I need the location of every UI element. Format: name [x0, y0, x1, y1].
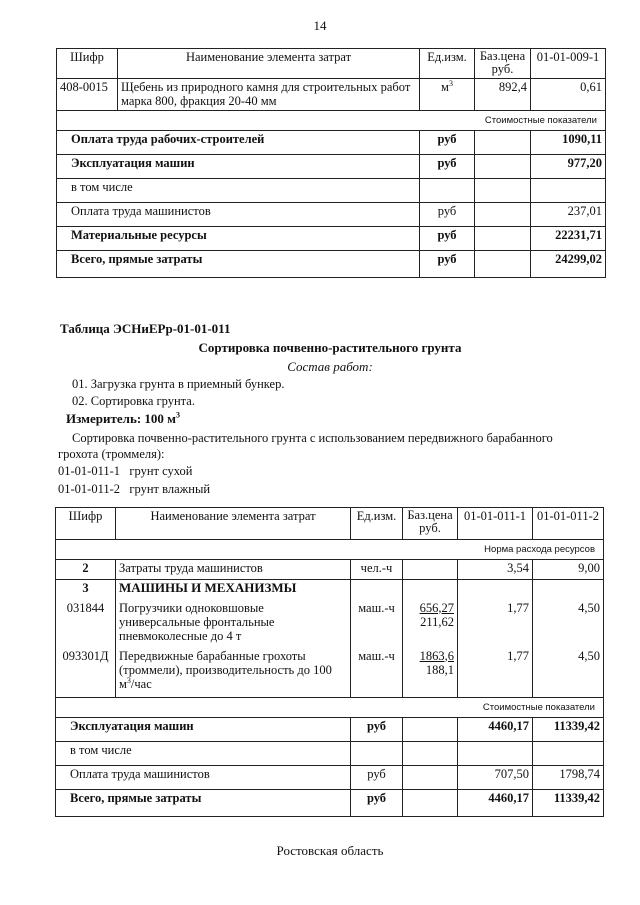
- summary-empty: [403, 790, 458, 817]
- summary-label: Материальные ресурсы: [57, 227, 420, 251]
- row-value-2: 9,00: [533, 560, 604, 580]
- summary-unit: руб: [420, 203, 475, 227]
- summary-value-1: 707,50: [458, 766, 533, 790]
- row-name-line: м: [119, 676, 127, 691]
- row-code: 408-0015: [57, 79, 118, 111]
- summary-value: 977,20: [531, 155, 606, 179]
- row-price: [403, 648, 458, 698]
- summary-row: [57, 203, 606, 227]
- table-row: [57, 79, 606, 111]
- summary-value-2: 1798,74: [533, 766, 604, 790]
- row-price: [403, 600, 458, 648]
- summary-row: [57, 251, 606, 278]
- cost-table-1: [56, 48, 606, 278]
- section-label-row: [56, 698, 604, 718]
- section-subtitle: Сортировка почвенно-растительного грунта: [198, 340, 462, 355]
- cost-table-2: [55, 507, 604, 817]
- row-value-1: 3,54: [458, 560, 533, 580]
- summary-unit: [420, 179, 475, 203]
- measure-text: Измеритель: 100 м: [66, 411, 177, 426]
- summary-empty: [403, 766, 458, 790]
- row-name: Затраты труда машинистов: [116, 560, 351, 580]
- row-value-2: 4,50: [533, 648, 604, 698]
- summary-label: Эксплуатация машин: [56, 718, 351, 742]
- summary-empty: [475, 131, 531, 155]
- table1-header-row: [57, 49, 606, 79]
- variant-item: [58, 464, 193, 479]
- unit-sup: 3: [448, 78, 453, 88]
- measure-sup: 3: [176, 410, 181, 420]
- summary-row: [56, 742, 604, 766]
- summary-row: [56, 718, 604, 742]
- row-name: МАШИНЫ И МЕХАНИЗМЫ: [116, 580, 351, 600]
- row-name-line: Передвижные барабанные грохоты: [119, 648, 306, 663]
- summary-row: [56, 766, 604, 790]
- page-number: 14: [313, 18, 327, 33]
- summary-value-1: 4460,17: [458, 718, 533, 742]
- price-bottom: 188,1: [425, 662, 454, 677]
- summary-unit: руб: [420, 131, 475, 155]
- row-value-2: 4,50: [533, 600, 604, 648]
- row-code: 093301Д: [56, 648, 116, 698]
- summary-label: Всего, прямые затраты: [57, 251, 420, 278]
- row-price: [403, 580, 458, 600]
- description-line1: Сортировка почвенно-растительного грунта с использованием передвижного барабанного: [72, 431, 553, 445]
- summary-empty: [475, 227, 531, 251]
- row-unit: чел.-ч: [351, 560, 403, 580]
- summary-value: 22231,71: [531, 227, 606, 251]
- row-name-line: пневмоколесные до 4 т: [119, 628, 242, 643]
- header-unit: Ед.изм.: [420, 49, 475, 79]
- row-code: 2: [56, 560, 116, 580]
- table2-header-row: [56, 508, 604, 540]
- summary-label: в том числе: [57, 179, 420, 203]
- summary-row: [57, 131, 606, 155]
- header-price: Баз.цена руб.: [475, 49, 531, 79]
- table-row: [56, 648, 604, 698]
- row-name: [116, 600, 351, 648]
- summary-label: Оплата труда рабочих-строителей: [57, 131, 420, 155]
- norm-label: Норма расхода ресурсов: [116, 540, 604, 560]
- row-name: [116, 648, 351, 698]
- summary-empty: [475, 155, 531, 179]
- table-row: [56, 600, 604, 648]
- variant-code: 01-01-011-1: [58, 464, 121, 478]
- header-code: Шифр: [57, 49, 118, 79]
- header-col-009-1: 01-01-009-1: [531, 49, 606, 79]
- variant-name: грунт сухой: [129, 464, 193, 478]
- summary-label: Оплата труда машинистов: [57, 203, 420, 227]
- summary-unit: руб: [351, 718, 403, 742]
- price-top: 1863,6: [419, 648, 454, 663]
- summary-empty: [475, 203, 531, 227]
- description-line2: грохота (троммеля):: [58, 447, 165, 461]
- row-name-line: универсальные фронтальные: [119, 614, 275, 629]
- row-value-1: [458, 580, 533, 600]
- section-label: Стоимостные показатели: [57, 111, 606, 131]
- summary-row: [57, 227, 606, 251]
- measure: [66, 411, 180, 427]
- variant-code: 01-01-011-2: [58, 482, 121, 496]
- row-unit: маш.-ч: [351, 648, 403, 698]
- summary-unit: руб: [420, 227, 475, 251]
- summary-value: 1090,11: [531, 131, 606, 155]
- work-item: 01. Загрузка грунта в приемный бункер.: [72, 377, 285, 391]
- summary-value-1: [458, 742, 533, 766]
- summary-unit: руб: [420, 251, 475, 278]
- section-label-row: [57, 111, 606, 131]
- summary-value-1: 4460,17: [458, 790, 533, 817]
- header-code: Шифр: [56, 508, 116, 540]
- price-bottom: 211,62: [420, 614, 454, 629]
- row-name-line: Погрузчики одноковшовые: [119, 600, 264, 615]
- row-name-line2: марка 800, фракция 20-40 мм: [121, 94, 277, 108]
- summary-value-2: 11339,42: [533, 718, 604, 742]
- table-row: [56, 580, 604, 600]
- row-unit: маш.-ч: [351, 600, 403, 648]
- summary-label: Эксплуатация машин: [57, 155, 420, 179]
- summary-unit: руб: [420, 155, 475, 179]
- header-price: Баз.цена руб.: [403, 508, 458, 540]
- summary-value-2: 11339,42: [533, 790, 604, 817]
- norm-empty: [56, 540, 116, 560]
- unit-sup: 3: [126, 675, 131, 685]
- row-value: 0,61: [531, 79, 606, 111]
- summary-value: 24299,02: [531, 251, 606, 278]
- row-code: 031844: [56, 600, 116, 648]
- summary-unit: [351, 742, 403, 766]
- summary-row: [57, 155, 606, 179]
- summary-value-2: [533, 742, 604, 766]
- row-value-2: [533, 580, 604, 600]
- row-name: [118, 79, 420, 111]
- table-row: [56, 560, 604, 580]
- header-col-011-2: 01-01-011-2: [533, 508, 604, 540]
- row-value-1: 1,77: [458, 648, 533, 698]
- summary-empty: [403, 742, 458, 766]
- row-value-1: 1,77: [458, 600, 533, 648]
- summary-label: Всего, прямые затраты: [56, 790, 351, 817]
- row-name-tail: /час: [130, 676, 152, 691]
- summary-label: Оплата труда машинистов: [56, 766, 351, 790]
- composition-title: Состав работ:: [287, 359, 373, 374]
- unit-text: м: [441, 80, 449, 94]
- footer-region: Ростовская область: [276, 843, 384, 858]
- header-name: Наименование элемента затрат: [116, 508, 351, 540]
- summary-value: [531, 179, 606, 203]
- variant-name: грунт влажный: [129, 482, 211, 496]
- variant-item: [58, 482, 210, 497]
- norm-label-row: [56, 540, 604, 560]
- header-unit: Ед.изм.: [351, 508, 403, 540]
- header-name: Наименование элемента затрат: [118, 49, 420, 79]
- summary-empty: [475, 179, 531, 203]
- row-price: [403, 560, 458, 580]
- summary-label: в том числе: [56, 742, 351, 766]
- row-unit: [351, 580, 403, 600]
- price-top: 656,27: [419, 600, 454, 615]
- summary-row: [56, 790, 604, 817]
- summary-empty: [475, 251, 531, 278]
- table-title: Таблица ЭСНиЕРр-01-01-011: [60, 321, 231, 336]
- row-name-line: (троммели), производительность до 100: [119, 662, 332, 677]
- summary-row: [57, 179, 606, 203]
- row-unit: [420, 79, 475, 111]
- work-item: 02. Сортировка грунта.: [72, 394, 195, 408]
- summary-empty: [403, 718, 458, 742]
- summary-unit: руб: [351, 790, 403, 817]
- row-code: 3: [56, 580, 116, 600]
- summary-value: 237,01: [531, 203, 606, 227]
- section-label: Стоимостные показатели: [56, 698, 604, 718]
- row-name-line1: Щебень из природного камня для строительных работ: [121, 80, 411, 94]
- row-price: 892,4: [475, 79, 531, 111]
- header-col-011-1: 01-01-011-1: [458, 508, 533, 540]
- summary-unit: руб: [351, 766, 403, 790]
